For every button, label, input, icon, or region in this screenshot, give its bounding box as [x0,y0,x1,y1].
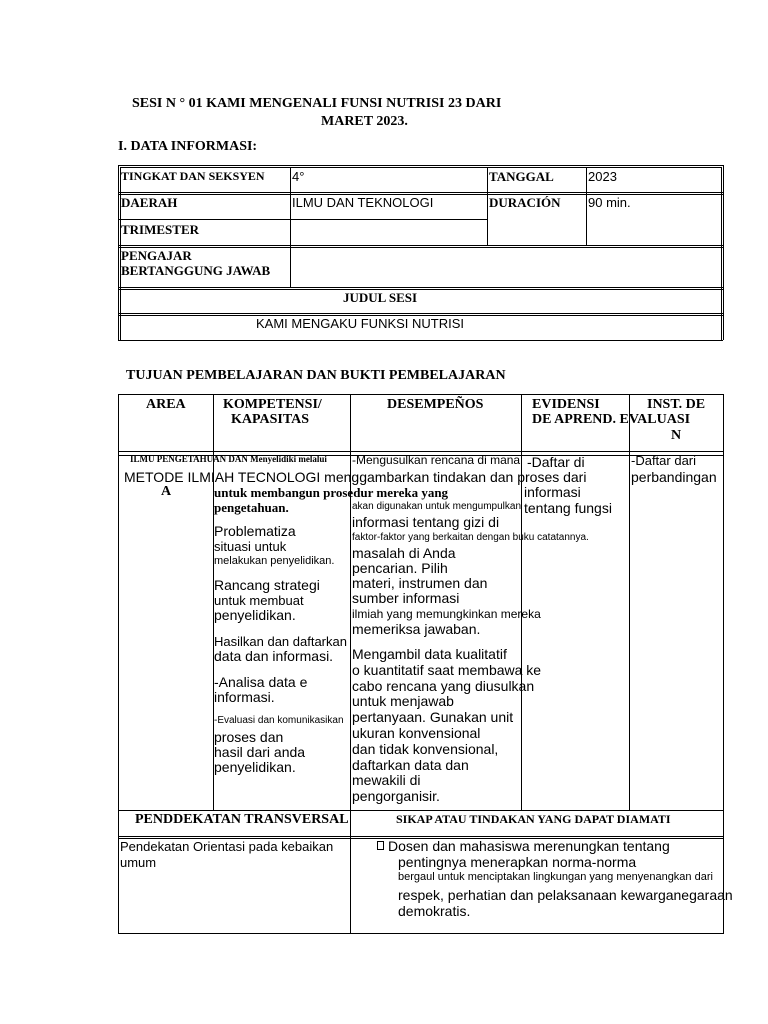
tanggal-value: 2023 [588,169,617,184]
header-inst-n: N [671,428,682,443]
desempenos-line-14: untuk menjawab [352,693,454,710]
area-small-text: ILMU PENGETAHUAN DAN Menyelidiki melalui [130,454,327,464]
kompetensi-p2-line-1: Rancang strategi [214,577,320,593]
inst-text [631,453,717,485]
inst-line-1: -Daftar dari [631,453,697,468]
duracion-value: 90 min. [588,195,631,210]
sikap-line-4: respek, perhatian dan pelaksanaan kewarganegaraan [398,887,733,903]
evidensi-text [524,454,585,470]
sikap-line-5: demokratis. [398,903,471,919]
duracion-label: DURACIÓN [489,195,561,210]
desempenos-line-20: pengorganisir. [352,788,440,805]
kompetensi-p4-line-2: informasi. [214,689,275,705]
header-kompetensi [223,397,322,427]
kompetensi-p1-line-3: melakukan penyelidikan. [214,555,335,567]
inst-line-2: perbandingan [631,469,717,485]
desempenos-line-16: ukuran konvensional [352,724,481,741]
header-area: AREA [146,397,186,412]
sikap-label: SIKAP ATAU TINDAKAN YANG DAPAT DIAMATI [396,812,671,826]
desempenos-line-8: sumber informasi [352,590,460,606]
judul-sesi-label: JUDUL SESI [343,290,418,305]
header-inst: INST. DE [647,397,706,412]
section-heading-tujuan: TUJUAN PEMBELAJARAN DAN BUKTI PEMBELAJARAN [126,368,506,383]
pendekatan-value-line-1: Pendekatan Orientasi pada kebaikan [120,839,334,854]
title-line-1: SESI N ° 01 KAMI MENGENALI FUNSI NUTRISI 23 DARI [132,96,502,111]
pengajar-label-line-2: BERTANGGUNG JAWAB [121,263,271,278]
bullet-box-icon [377,841,384,850]
kompetensi-p3-line-2: data dan informasi. [214,648,334,664]
area-main-text: METODE ILMIAH TECNOLOGI menggambarkan tindakan dan proses dari [124,469,587,485]
section-heading-data-informasi: I. DATA INFORMASI: [118,139,258,154]
kompetensi-p5-line-3: hasil dari anda [214,744,306,760]
page-title-line-2: MARET 2023. [321,114,408,129]
desempenos-line-12: o kuantitatif saat membawa ke [352,661,542,678]
desempenos-block-3 [352,647,541,805]
desempenos-text [352,453,520,467]
pendekatan-value [120,839,333,871]
header-desempenos: DESEMPEÑOS [387,397,484,412]
area-main-text-a: A [161,484,172,499]
desempenos-line-19: mewakili di [352,772,421,789]
sikap-line-2: pentingnya menerapkan norma-norma [398,854,637,870]
desempenos-line-6: pencarian. Pilih [352,560,448,576]
desempenos-line-13: cabo rencana yang diusulkan [352,677,535,694]
pengajar-label-line-1: PENGAJAR [121,248,192,263]
evidensi-line-1: -Daftar di [527,454,585,470]
kompetensi-bold-1: untuk membangun prosedur mereka yang [214,485,449,500]
desempenos-line-15: pertanyaan. Gunakan unit [352,709,514,726]
kompetensi-p1-line-2: situasi untuk [214,539,287,554]
evidensi-line-2: informasi [524,484,581,500]
kompetensi-p2-line-3: penyelidikan. [214,607,296,623]
desempenos-line-17: dan tidak konvensional, [352,740,499,757]
tanggal-label: TANGGAL [489,169,554,184]
pendekatan-value-line-2: umum [120,855,157,870]
desempenos-line-5: masalah di Anda [352,545,456,561]
pendekatan-label: PENDDEKATAN TRANSVERSAL [135,812,349,827]
kompetensi-bold-2: pengetahuan. [214,500,289,515]
kompetensi-p1 [214,524,334,569]
sikap-text [388,838,733,919]
trimester-label: TRIMESTER [121,222,200,237]
kompetensi-p1-line-1: Problematiza [214,523,296,539]
header-kompetensi-line-2: KAPASITAS [231,412,310,427]
kompetensi-p5-line-1: -Evaluasi dan komunikasikan [214,715,344,726]
kompetensi-p5-line-2: proses dan [214,729,284,745]
desempenos-line-9: ilmiah yang memungkinkan mereka [352,607,541,621]
tingkat-label: TINGKAT DAN SEKSYEN [121,169,265,183]
kompetensi-p4-line-1: -Analisa data e [214,674,308,690]
desempenos-line-11: Mengambil data kualitatif [352,646,507,662]
desempenos-line-1: -Mengusulkan rencana di mana [352,453,521,467]
desempenos-line-2: akan digunakan untuk mengumpulkan [352,501,522,512]
desempenos-block-2 [352,546,487,606]
page-title [132,95,501,113]
tingkat-value: 4° [292,169,305,184]
kompetensi-p3 [214,634,347,664]
kompetensi-p2-line-2: untuk membuat [214,593,304,608]
kompetensi-p4 [214,675,307,705]
daerah-label: DAERAH [121,195,178,210]
header-evidensi-line-1: EVIDENSI [532,397,600,412]
desempenos-line-4: faktor-faktor yang berkaitan dengan buku catatannya. [352,532,589,543]
kompetensi-p5 [214,713,344,775]
sikap-line-3: bergaul untuk menciptakan lingkungan yang menyenangkan dari [398,871,713,883]
evidensi-line-3: tentang fungsi [524,500,612,516]
kompetensi-p2 [214,578,320,623]
header-kompetensi-line-1: KOMPETENSI/ [223,397,322,412]
kompetensi-p5-line-4: penyelidikan. [214,759,296,775]
sikap-line-1: Dosen dan mahasiswa merenungkan tentang [388,838,670,854]
daerah-value: ILMU DAN TEKNOLOGI [292,195,434,210]
evidensi-lines-2-3 [524,484,612,516]
desempenos-line-3: informasi tentang gizi di [352,514,500,530]
desempenos-line-7: materi, instrumen dan [352,575,488,591]
desempenos-line-10: memeriksa jawaban. [352,621,481,637]
kompetensi-p3-line-1: Hasilkan dan daftarkan [214,634,347,649]
header-evidensi-line-2: DE APREND. EVALUASI [532,412,691,427]
desempenos-line-18: daftarkan data dan [352,756,469,773]
pengajar-label [121,248,270,278]
judul-sesi-value: KAMI MENGAKU FUNKSI NUTRISI [256,316,465,331]
